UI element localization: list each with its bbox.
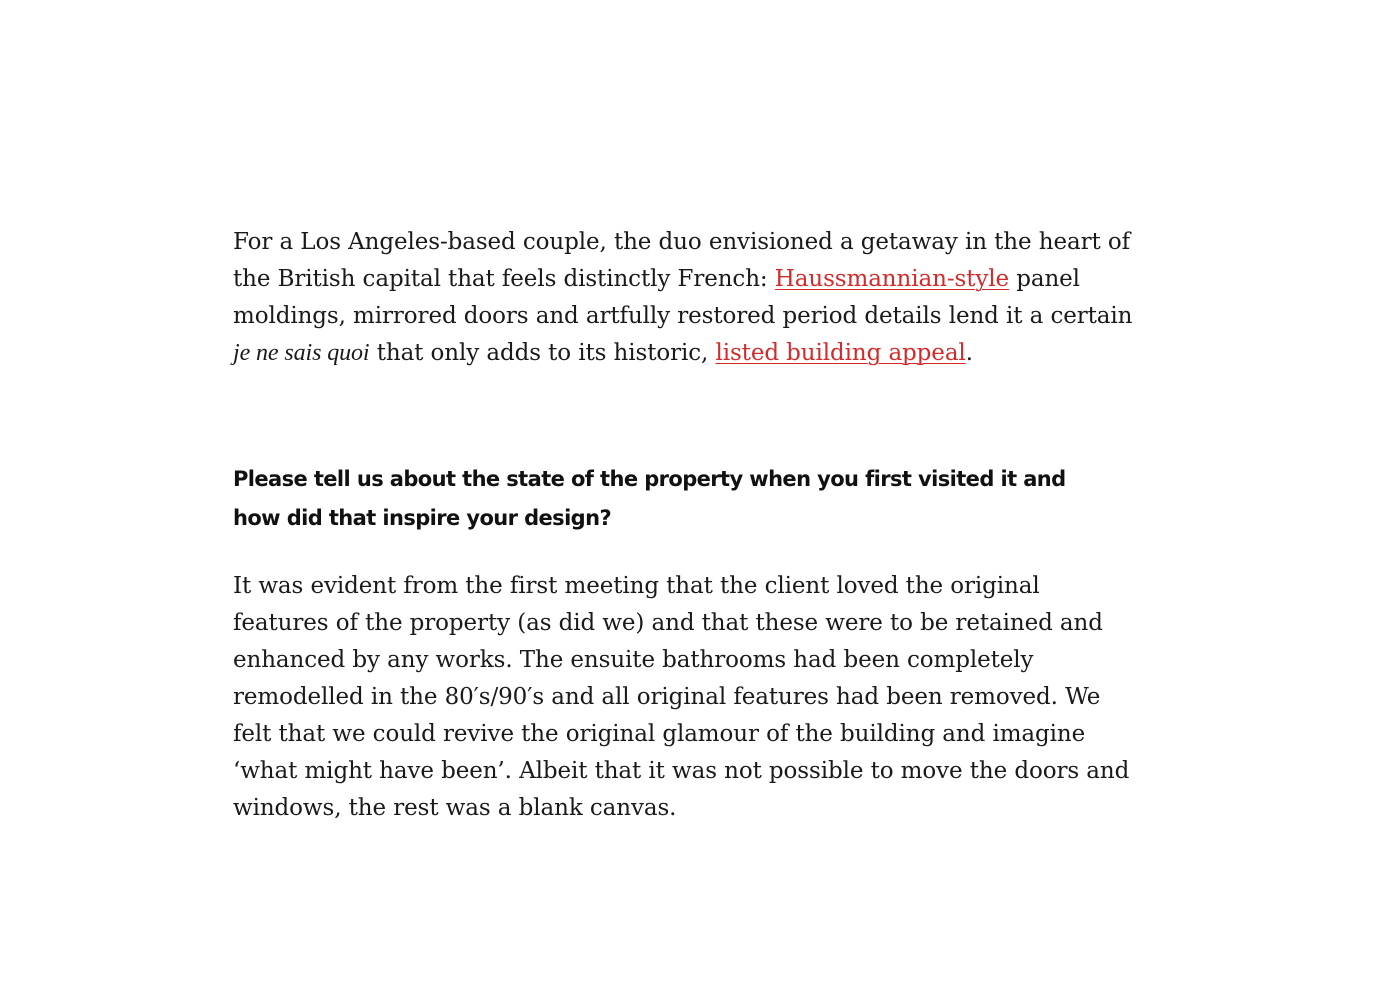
- je-ne-sais-quoi-phrase: je ne sais quoi: [233, 340, 370, 366]
- intro-text: [233, 224, 1133, 372]
- listed-building-appeal-link[interactable]: listed building appeal: [715, 340, 966, 366]
- interview-question: Please tell us about the state of the property when you first visited it and how did that inspire your design?: [233, 467, 1066, 530]
- article-body: [233, 224, 1133, 827]
- intro-text-part-1: For a Los Angeles-based couple, the duo envisioned a getaway in the heart of the British capital that feels distinctly French:: [233, 229, 1130, 292]
- intro-text-part-3: that only adds to its historic,: [369, 340, 716, 366]
- interview-answer: [233, 568, 1133, 827]
- haussmannian-style-link[interactable]: Haussmannian-style: [774, 266, 1009, 292]
- intro-paragraph: [233, 224, 1133, 372]
- answer-text: It was evident from the first meeting that the client loved the original features of the property (as did we) and that these were to be retained and enhanced by any works. The ensuite bathrooms had been completely remodelled in the 80′s/90′s and all original features had been removed. We felt that we could revive the original glamour of the building and imagine ‘what might have been’. Albeit that it was not possible to move the doors and windows, the rest was a blank canvas.: [233, 573, 1130, 821]
- intro-text-part-4: .: [965, 340, 973, 366]
- intro-text-part-2: panel moldings, mirrored doors and artfully restored period details lend it a certain: [233, 266, 1133, 329]
